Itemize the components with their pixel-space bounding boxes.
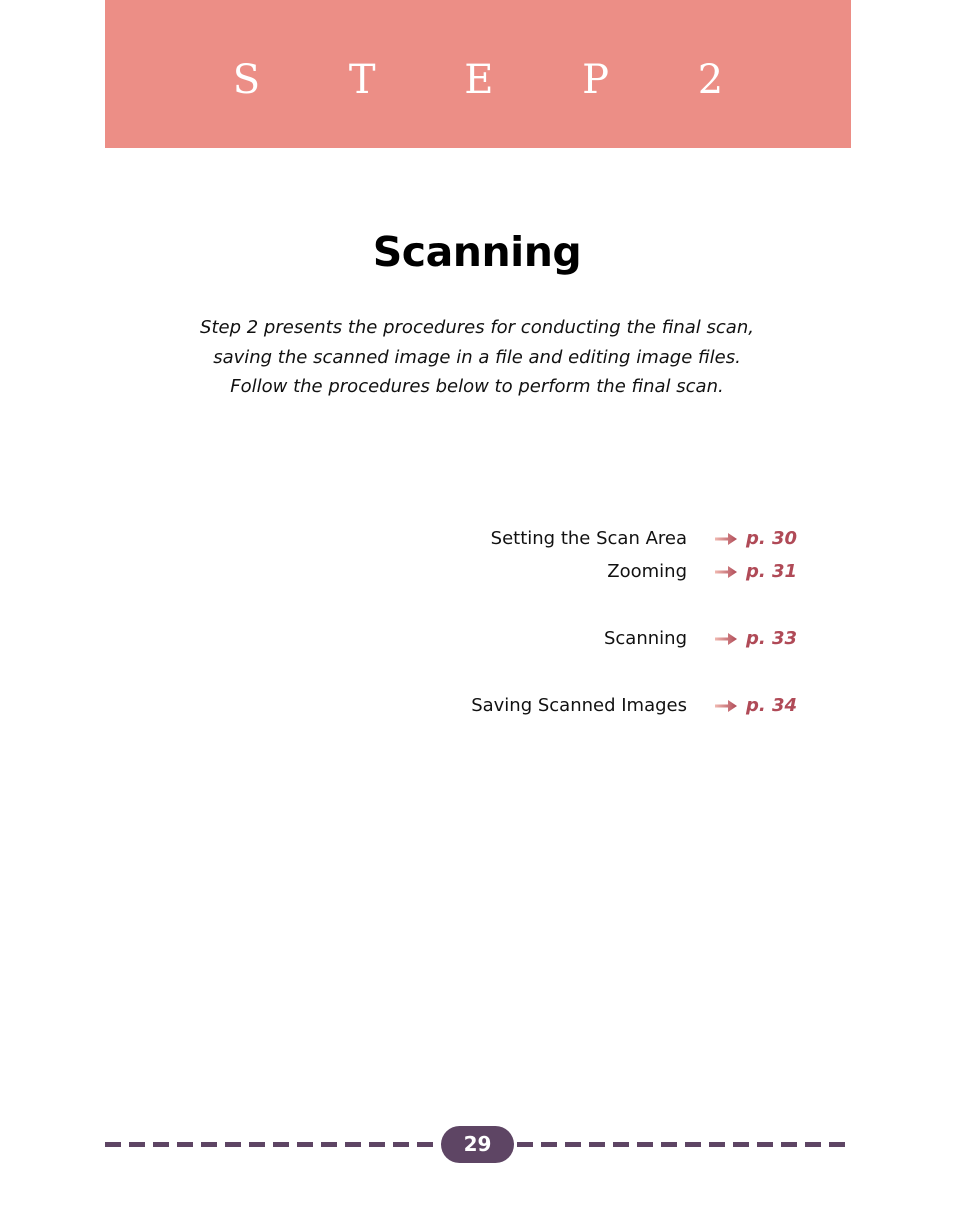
toc-page-link[interactable]: p. 34: [746, 695, 798, 716]
right-arrow-icon: [714, 631, 738, 647]
toc-item-label: Scanning: [603, 628, 687, 649]
toc-page-link[interactable]: p. 30: [746, 528, 798, 549]
toc-item-saving-scanned-images[interactable]: [0, 693, 954, 719]
toc-item-zooming[interactable]: [0, 559, 954, 585]
toc-item-setting-scan-area[interactable]: [0, 526, 954, 552]
right-arrow-icon: [714, 698, 738, 714]
toc-item-label: Setting the Scan Area: [490, 528, 687, 549]
page-number-badge: 29: [441, 1126, 514, 1163]
footer-dashed-rule-right: [517, 1142, 851, 1147]
intro-line: Follow the procedures below to perform the final scan.: [230, 376, 724, 397]
intro-line: Step 2 presents the procedures for conducting the final scan,: [200, 317, 754, 338]
intro-text: [100, 313, 854, 402]
toc-page-link[interactable]: p. 33: [746, 628, 798, 649]
right-arrow-icon: [714, 564, 738, 580]
step-label: S T E P 2: [232, 57, 762, 103]
toc-item-label: Saving Scanned Images: [471, 695, 687, 716]
toc-item-label: Zooming: [607, 561, 687, 582]
toc-item-scanning[interactable]: [0, 626, 954, 652]
right-arrow-icon: [714, 531, 738, 547]
intro-line: saving the scanned image in a file and editing image files.: [213, 346, 741, 368]
toc-page-link[interactable]: p. 31: [746, 561, 798, 582]
page-title: Scanning: [372, 228, 582, 276]
step-banner: [105, 0, 851, 148]
footer-dashed-rule-left: [105, 1142, 441, 1147]
